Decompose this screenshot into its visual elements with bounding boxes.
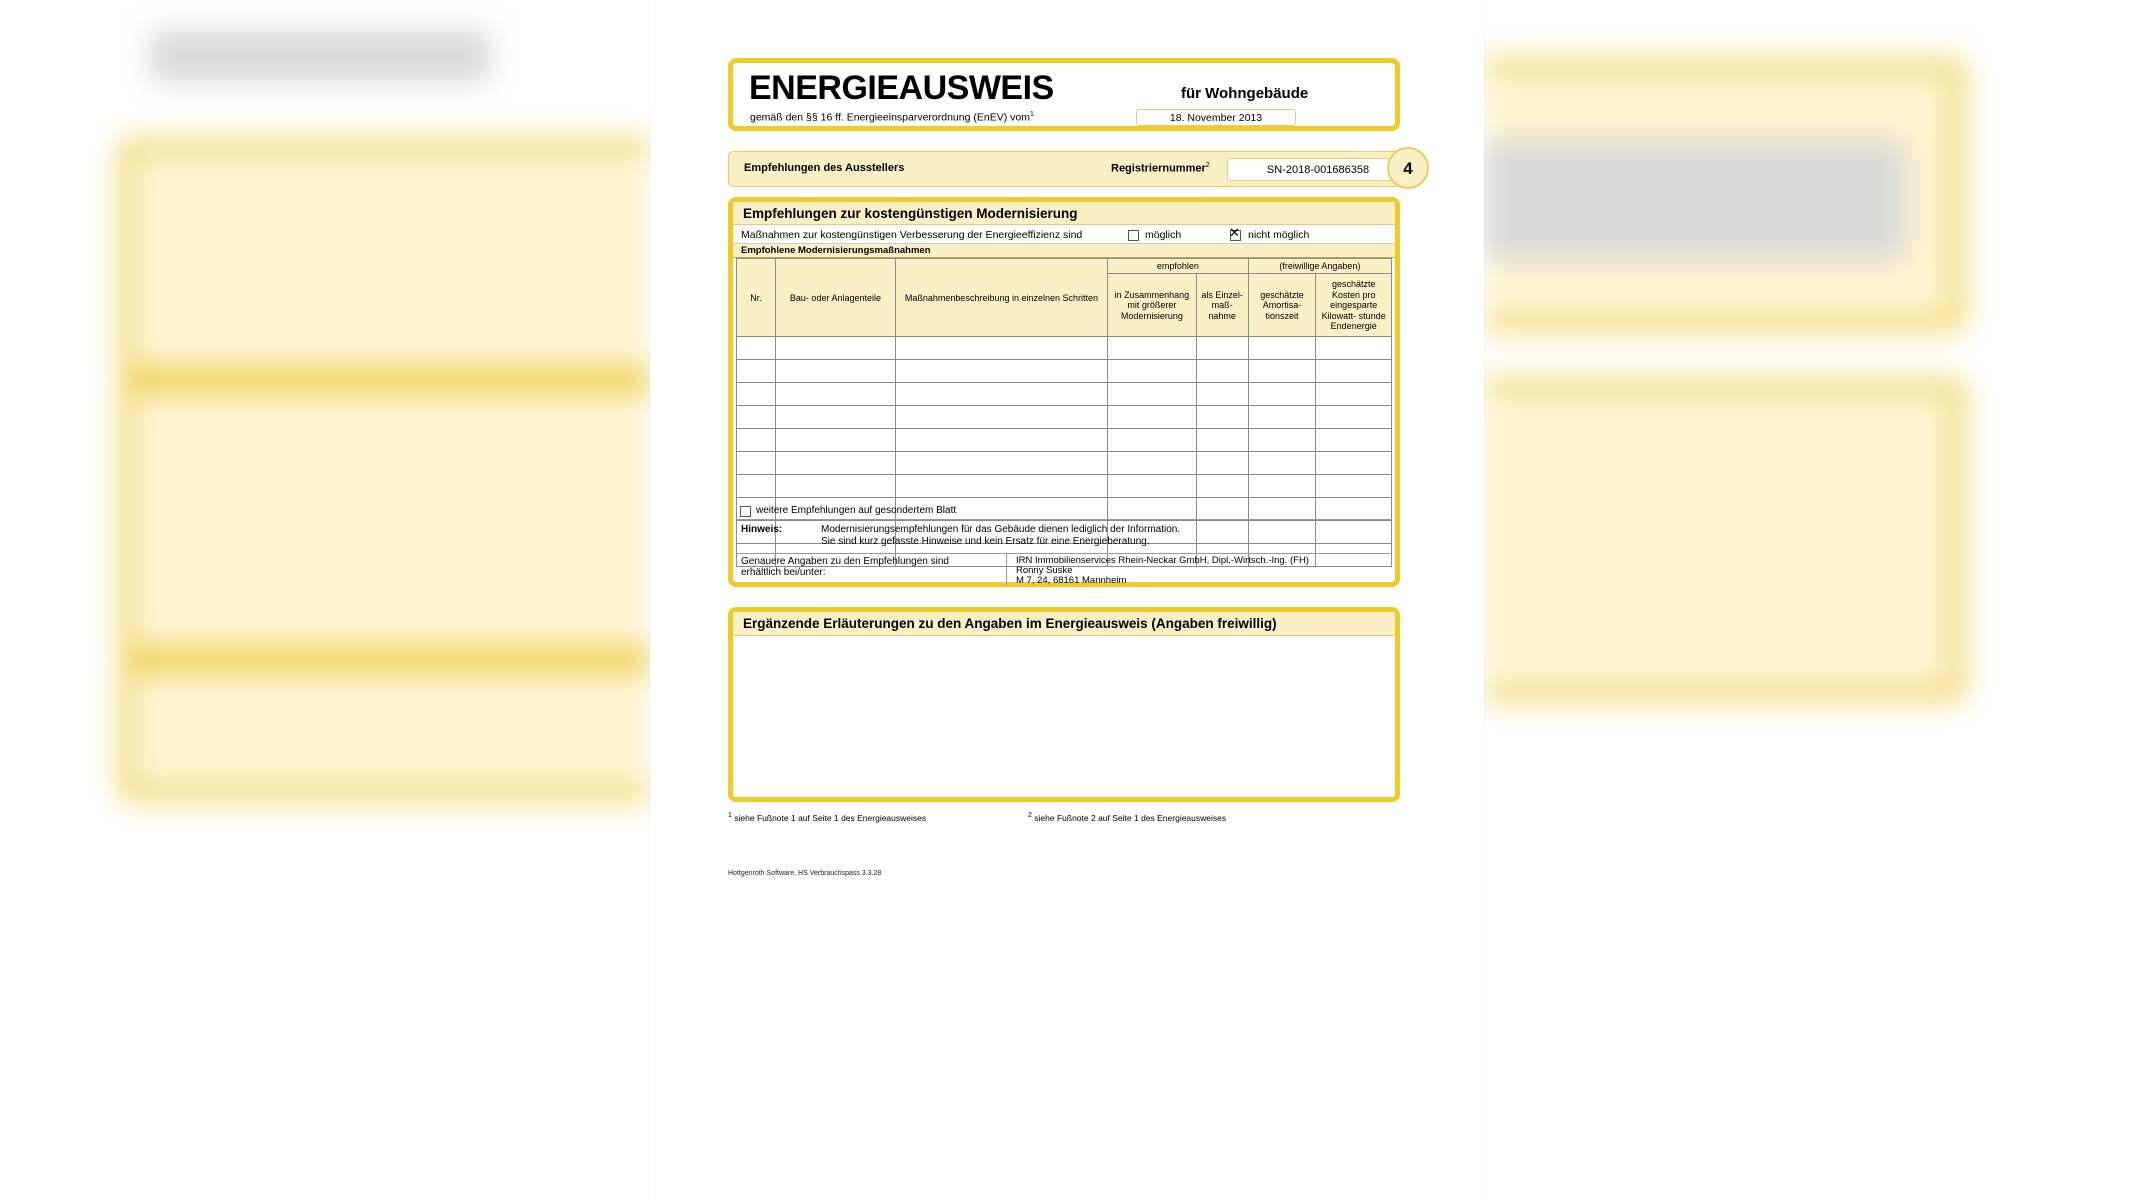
cell-amortisation (1248, 452, 1316, 475)
cell-bauteile (776, 383, 896, 406)
cell-nr (737, 337, 776, 360)
table-row[interactable] (737, 475, 1392, 498)
th-kosten: geschätzte Kosten pro eingesparte Kilowatt- stunde Endenergie (1316, 274, 1392, 337)
cell-einzel (1196, 429, 1248, 452)
cell-einzel (1196, 475, 1248, 498)
cell-kosten (1316, 406, 1392, 429)
th-bauteile: Bau- oder Anlagenteile (776, 259, 896, 337)
table-row[interactable] (737, 360, 1392, 383)
background-page-right (1484, 0, 2134, 1200)
cell-einzel (1196, 383, 1248, 406)
measures-table-header (737, 259, 1392, 337)
cell-amortisation (1248, 383, 1316, 406)
supplementary-explanations-textarea[interactable] (733, 636, 1395, 796)
page-subtitle: für Wohngebäude (1181, 85, 1309, 102)
checkbox-nicht-moeglich[interactable] (1230, 230, 1241, 241)
cell-amortisation (1248, 429, 1316, 452)
cell-nr (737, 429, 776, 452)
background-page-left (0, 0, 650, 1200)
cell-bauteile (776, 475, 896, 498)
footnote-2-marker: 2 (1028, 812, 1032, 819)
section2-heading: Ergänzende Erläuterungen zu den Angaben im Energieausweis (Angaben freiwillig) (733, 612, 1395, 636)
table-row[interactable] (737, 337, 1392, 360)
issuer-recommendations-label: Empfehlungen des Ausstellers (744, 162, 905, 174)
supplementary-explanations-section (728, 607, 1400, 802)
th-einzelmassnahme: als Einzel- maß- nahme (1196, 274, 1248, 337)
table-group-header-row (737, 259, 1392, 274)
cell-kosten (1316, 383, 1392, 406)
table-row[interactable] (737, 429, 1392, 452)
checkbox-weitere-empfehlungen[interactable] (740, 506, 751, 517)
th-nr: Nr. (737, 259, 776, 337)
registration-number-value: SN-2018-001686358 (1227, 158, 1409, 181)
cell-kosten (1316, 429, 1392, 452)
th-group-empfohlen: empfohlen (1108, 259, 1249, 274)
registration-number-label (1111, 162, 1210, 175)
label-moeglich: möglich (1145, 229, 1182, 241)
th-group-freiwillig: (freiwillige Angaben) (1248, 259, 1391, 274)
cell-beschreibung (895, 337, 1107, 360)
table-row[interactable] (737, 452, 1392, 475)
bg-decoration (150, 30, 490, 82)
cell-einzel (1196, 360, 1248, 383)
cell-nr (737, 475, 776, 498)
enev-date-field: 18. November 2013 (1136, 109, 1296, 126)
page-number-badge: 4 (1387, 147, 1429, 189)
registration-number-label-text: Registriernummer (1111, 162, 1206, 175)
registration-strip (728, 151, 1400, 187)
checkbox-moeglich[interactable] (1128, 230, 1139, 241)
hinweis-label: Hinweis: (741, 524, 783, 535)
cell-einzel (1196, 452, 1248, 475)
cell-beschreibung (895, 383, 1107, 406)
legal-reference-text: gemäß den §§ 16 ff. Energieeinsparverordnung (EnEV) vom (750, 111, 1030, 124)
software-credit: Hottgenroth Software, HS Verbrauchspass 3.3.28 (728, 870, 882, 877)
hinweis-line-1: Modernisierungsempfehlungen für das Gebäude dienen lediglich der Information. (821, 524, 1181, 535)
cell-zusammenhang (1108, 406, 1197, 429)
cell-kosten (1316, 452, 1392, 475)
further-recommendations-row (736, 503, 1392, 520)
modernisation-recommendations-section (728, 197, 1400, 587)
th-amortisationszeit: geschätzte Amortisa- tionszeit (1248, 274, 1316, 337)
cell-bauteile (776, 406, 896, 429)
cell-beschreibung (895, 475, 1107, 498)
cell-zusammenhang (1108, 360, 1197, 383)
recommended-measures-subheading: Empfohlene Modernisierungsmaßnahmen (741, 245, 931, 256)
cell-einzel (1196, 337, 1248, 360)
bg-decoration (120, 660, 650, 800)
cell-zusammenhang (1108, 337, 1197, 360)
legal-reference (750, 111, 1034, 124)
recommended-measures-subheading-row (733, 244, 1395, 258)
table-row[interactable] (737, 383, 1392, 406)
footnote-2 (1028, 812, 1226, 823)
footnote-2-text: siehe Fußnote 2 auf Seite 1 des Energieausweises (1034, 812, 1227, 823)
cell-beschreibung (895, 360, 1107, 383)
bg-decoration (120, 140, 650, 380)
cell-zusammenhang (1108, 475, 1197, 498)
cell-nr (737, 452, 776, 475)
legal-reference-footnote-marker: 1 (1029, 111, 1034, 118)
cell-beschreibung (895, 406, 1107, 429)
bg-decoration (120, 380, 650, 660)
contact-address: M 7, 24, 68161 Mannheim (1016, 575, 1127, 586)
section1-heading: Empfehlungen zur kostengünstigen Modernisierung (733, 202, 1395, 225)
hinweis-block (736, 520, 1392, 554)
cell-amortisation (1248, 337, 1316, 360)
cell-kosten (1316, 360, 1392, 383)
footnote-1 (728, 812, 926, 823)
title-box (728, 58, 1400, 131)
cell-amortisation (1248, 475, 1316, 498)
cell-bauteile (776, 429, 896, 452)
cell-nr (737, 406, 776, 429)
footnote-1-text: siehe Fußnote 1 auf Seite 1 des Energieausweises (734, 812, 927, 823)
energy-certificate-sheet (650, 0, 1484, 1200)
cell-amortisation (1248, 360, 1316, 383)
contact-label-line-2: erhältlich bei/unter: (741, 567, 826, 578)
bg-decoration (1484, 140, 1904, 260)
further-recommendations-label: weitere Empfehlungen auf gesondertem Blatt (756, 505, 957, 516)
document-page (650, 0, 1484, 1200)
cell-nr (737, 383, 776, 406)
bg-decoration (1484, 380, 1964, 700)
hinweis-line-2: Sie sind kurz gefasste Hinweise und kein Ersatz für eine Energieberatung. (821, 536, 1150, 547)
measures-possible-row (733, 225, 1395, 244)
cell-einzel (1196, 406, 1248, 429)
contact-label-line-1: Genauere Angaben zu den Empfehlungen sind (741, 556, 949, 567)
th-beschreibung: Maßnahmenbeschreibung in einzelnen Schritten (895, 259, 1107, 337)
measures-possible-text: Maßnahmen zur kostengünstigen Verbesserung der Energieeffizienz sind (741, 229, 1083, 241)
cell-bauteile (776, 360, 896, 383)
cell-kosten (1316, 337, 1392, 360)
registration-footnote-marker: 2 (1205, 162, 1210, 169)
contact-block (736, 554, 1392, 585)
cell-zusammenhang (1108, 452, 1197, 475)
cell-bauteile (776, 452, 896, 475)
contact-company: IRN Immobilienservices Rhein-Neckar GmbH, Dipl.-Wirtsch.-Ing. (FH) (1016, 555, 1309, 566)
cell-beschreibung (895, 429, 1107, 452)
th-zusammenhang: in Zusammenhang mit größerer Modernisierung (1108, 274, 1197, 337)
cell-amortisation (1248, 406, 1316, 429)
contact-divider (1006, 554, 1007, 585)
cell-zusammenhang (1108, 429, 1197, 452)
table-row[interactable] (737, 406, 1392, 429)
footnote-1-marker: 1 (728, 812, 732, 819)
cell-bauteile (776, 337, 896, 360)
cell-kosten (1316, 475, 1392, 498)
label-nicht-moeglich: nicht möglich (1248, 229, 1310, 241)
contact-person: Ronny Suske (1016, 565, 1073, 576)
cell-nr (737, 360, 776, 383)
page-title: ENERGIEAUSWEIS (749, 69, 1054, 107)
cell-zusammenhang (1108, 383, 1197, 406)
cell-beschreibung (895, 452, 1107, 475)
